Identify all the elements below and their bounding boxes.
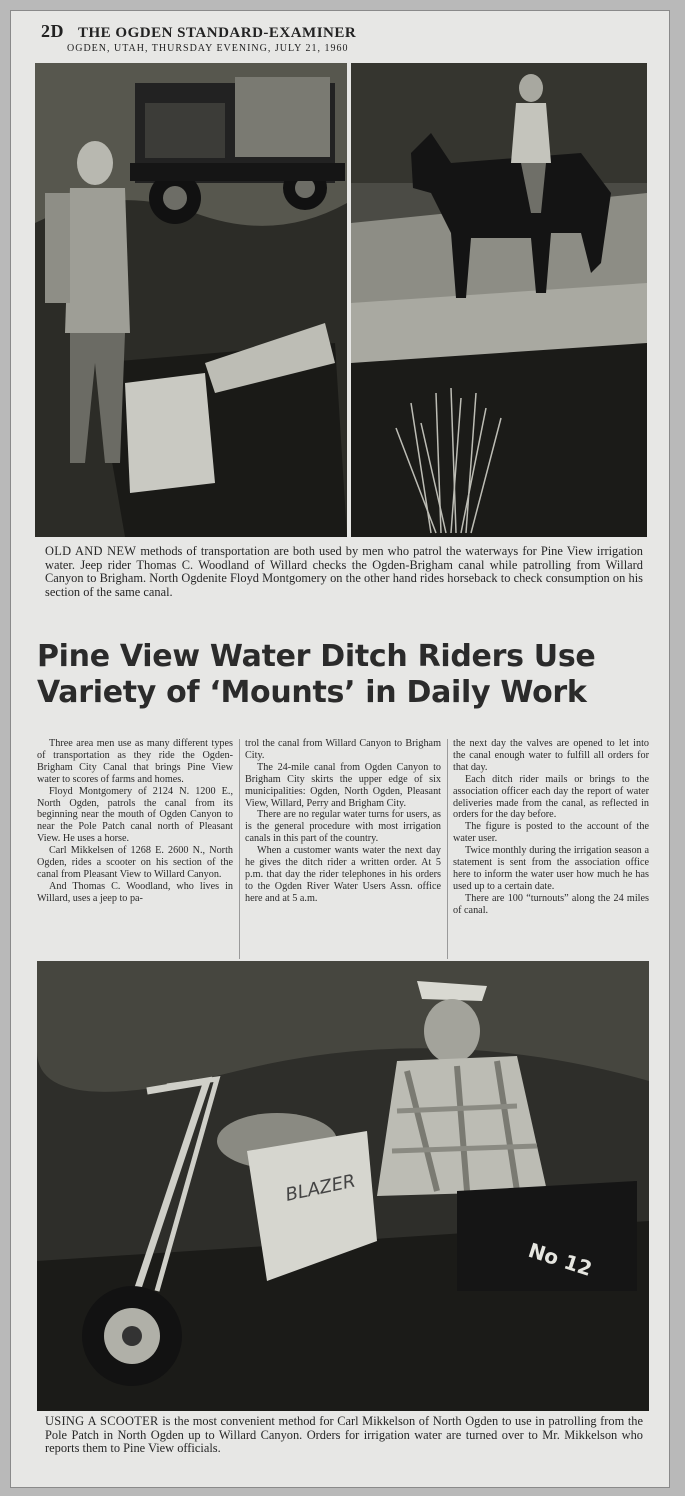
paragraph: Three area men use as many different types of transportation as they ride the Ogden-Brigham City Canal that brings Pine View water to scores of farms and homes. (37, 738, 233, 785)
paragraph: And Thomas C. Woodland, who lives in Willard, uses a jeep to pa- (37, 880, 233, 904)
page-number: 2D (41, 21, 64, 41)
horse-photo (351, 63, 647, 537)
caption-body: is the most convenient method for Carl Mikkelson of North Ogden to use in patrolling from the Pole Patch in North Ogden up to Willard Canyon. Orders for irrigation water are turned over to Mr. Mikkelson who reports them to Pine View officials. (45, 1414, 643, 1456)
caption-lead: OLD AND NEW (45, 544, 137, 558)
column-divider (447, 739, 448, 959)
bottom-photo-caption (45, 1415, 643, 1456)
jeep-photo (35, 63, 347, 537)
column-divider (239, 739, 240, 959)
article-column-3 (453, 738, 649, 917)
article-column-1 (37, 738, 233, 905)
caption-lead: USING A SCOOTER (45, 1414, 159, 1428)
scooter-photo (37, 961, 649, 1411)
paragraph: The figure is posted to the account of the water user. (453, 821, 649, 845)
paragraph: When a customer wants water the next day he gives the ditch rider a written order. At 5 p.m. that day the rider telephones in his orders to the Ogden River Water Users Assn. office here and at 5 a.m. (245, 845, 441, 904)
scooter-brand-label: BLAZER (283, 1170, 358, 1206)
article-column-2 (245, 738, 441, 905)
paragraph: trol the canal from Willard Canyon to Brigham City. (245, 738, 441, 761)
paragraph: Carl Mikkelsen of 1268 E. 2600 N., North Ogden, rides a scooter on his section of the canal from Pleasant View to Willard Canyon. (37, 845, 233, 880)
dateline: OGDEN, UTAH, THURSDAY EVENING, JULY 21, 1960 (67, 43, 349, 54)
canal-marker-number: No 12 (525, 1237, 595, 1281)
paper-name: THE OGDEN STANDARD-EXAMINER (77, 25, 357, 41)
top-photo-caption (45, 545, 643, 599)
paragraph: The 24-mile canal from Ogden Canyon to Brigham City skirts the upper edge of six municipalities: Ogden, North Ogden, Pleasant View, Willard, Perry and Brigham City. (245, 761, 441, 809)
paragraph: the next day the valves are opened to let into the canal enough water to fulfill all orders for that day. (453, 738, 649, 773)
paragraph: Twice monthly during the irrigation season a statement is sent from the association office here to inform the water user how much he has used up to a certain date. (453, 845, 649, 892)
headline-line-2: Variety of ‘Mounts’ in Daily Work (37, 675, 587, 710)
headline-line-1: Pine View Water Ditch Riders Use (37, 639, 596, 674)
headline (37, 639, 649, 711)
paragraph: There are no regular water turns for users, as is the general procedure with most irrigation canals in this part of the country. (245, 809, 441, 845)
masthead (41, 21, 641, 54)
paragraph: Floyd Montgomery of 2124 N. 1200 E., North Ogden, patrols the canal from its beginning near the mouth of Ogden Canyon to near the Pole Patch canal north of Pleasant View. He uses a horse. (37, 785, 233, 845)
paragraph: Each ditch rider mails or brings to the association officer each day the report of water deliveries made from the canal, as reflected in orders for the day before. (453, 773, 649, 821)
newspaper-page (10, 10, 670, 1488)
column-rule (669, 31, 670, 1471)
caption-body: methods of transportation are both used by men who patrol the waterways for Pine View irrigation water. Jeep rider Thomas C. Woodland of Willard checks the Ogden-Brigham canal while patrolling from Willard Canyon to Brigham. North Ogdenite Floyd Montgomery on the other hand rides horseback to check consumption on his section of the same canal. (45, 544, 643, 599)
paragraph: There are 100 “turnouts” along the 24 miles of canal. (453, 892, 649, 916)
